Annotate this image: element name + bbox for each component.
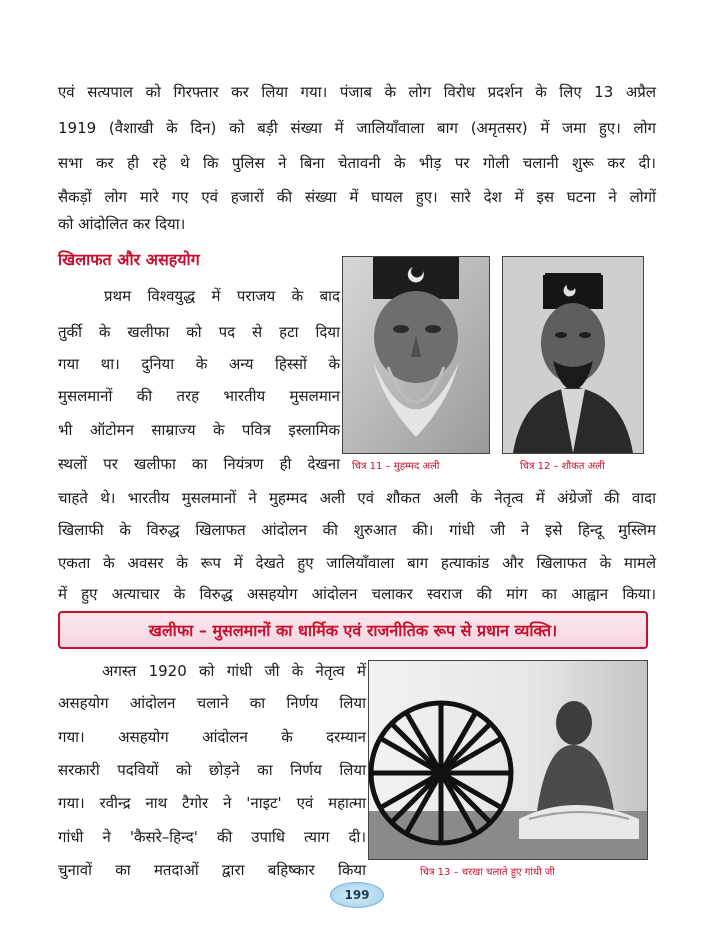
section-heading: खिलाफत और असहयोग xyxy=(58,250,200,269)
photo-muhammad-ali xyxy=(342,256,490,454)
para1-line: सैकड़ों लोग मारे गए एवं हजारों की संख्या में घायल हुए। सारे देश में इस घटना ने लोगों xyxy=(58,188,656,206)
para2-line: तुर्की के खलीफा को पद से हटा दिया xyxy=(58,323,340,341)
para2-line: एकता के अवसर के रूप में देखते हुए जालियाँवाला बाग हत्याकांड और खिलाफत के मामले xyxy=(58,554,656,572)
para3-line: गया। रवीन्द्र नाथ टैगोर ने 'नाइट' एवं महात्मा xyxy=(58,794,366,812)
para3-line: असहयोग आंदोलन चलाने का निर्णय लिया xyxy=(58,694,366,712)
para1-line: सभा कर ही रहे थे कि पुलिस ने बिना चेतावनी के भीड़ पर गोली चलानी शुरू कर दी। xyxy=(58,154,656,172)
para2-line: खिलाफी के विरुद्ध खिलाफत आंदोलन की शुरुआत की। गांधी जी ने इसे हिन्दू मुस्लिम xyxy=(58,521,656,539)
para1-line: एवं सत्यपाल को गिरफ्तार कर लिया गया। पंजाब के लोग विरोध प्रदर्शन के लिए 13 अप्रैल xyxy=(58,83,656,101)
page-number: 199 xyxy=(344,888,370,902)
caption-fig13: चित्र 13 – चरखा चलाते हुए गांधी जी xyxy=(420,867,555,878)
portrait-illustration xyxy=(343,257,489,453)
para1-line: को आंदोलित कर दिया। xyxy=(58,215,186,233)
page-number-badge xyxy=(330,882,384,908)
para3-line: चुनावों का मतदाओं द्वारा बहिष्कार किया xyxy=(58,861,366,879)
para3-line: अगस्त 1920 को गांधी जी के नेतृत्व में xyxy=(102,662,366,680)
para2-line: भी ऑटोमन साम्राज्य के पवित्र इस्लामिक xyxy=(58,421,340,439)
para1-line: 1919 (वैशाखी के दिन) को बड़ी संख्या में जालियाँवाला बाग (अमृतसर) में जमा हुए। लोग xyxy=(58,119,656,137)
para2-line: स्थलों पर खलीफा का नियंत्रण ही देखना xyxy=(58,455,340,473)
para3-line: गया। असहयोग आंदोलन के दरम्यान xyxy=(58,728,366,746)
photo-gandhi-charkha xyxy=(368,660,648,860)
para2-line: में हुए अत्याचार के विरुद्ध असहयोग आंदोलन चलाकर स्वराज की मांग का आह्वान किया। xyxy=(58,585,656,603)
definition-callout xyxy=(58,611,648,649)
para2-line: चाहते थे। भारतीय मुसलमानों ने मुहम्मद अली एवं शौकत अली के नेतृत्व में अंग्रेजों की वादा xyxy=(58,489,656,507)
caption-fig11: चित्र 11 – मुहम्मद अली xyxy=(352,461,440,472)
para2-line: गया था। दुनिया के अन्य हिस्सों के xyxy=(58,355,340,373)
para3-line: सरकारी पदवियों को छोड़ने का निर्णय लिया xyxy=(58,761,366,779)
portrait-illustration xyxy=(503,257,643,453)
photo-shaukat-ali xyxy=(502,256,644,454)
para3-line: गांधी ने 'कैसरे–हिन्द' की उपाधि त्याग दी। xyxy=(58,828,366,846)
para2-line: प्रथम विश्वयुद्ध में पराजय के बाद xyxy=(104,287,340,305)
gandhi-illustration xyxy=(369,661,647,859)
callout-text: खलीफा – मुसलमानों का धार्मिक एवं राजनीतिक रूप से प्रधान व्यक्ति। xyxy=(148,621,558,640)
para2-line: मुसलमानों की तरह भारतीय मुसलमान xyxy=(58,387,340,405)
caption-fig12: चित्र 12 – शौकत अली xyxy=(520,461,605,472)
